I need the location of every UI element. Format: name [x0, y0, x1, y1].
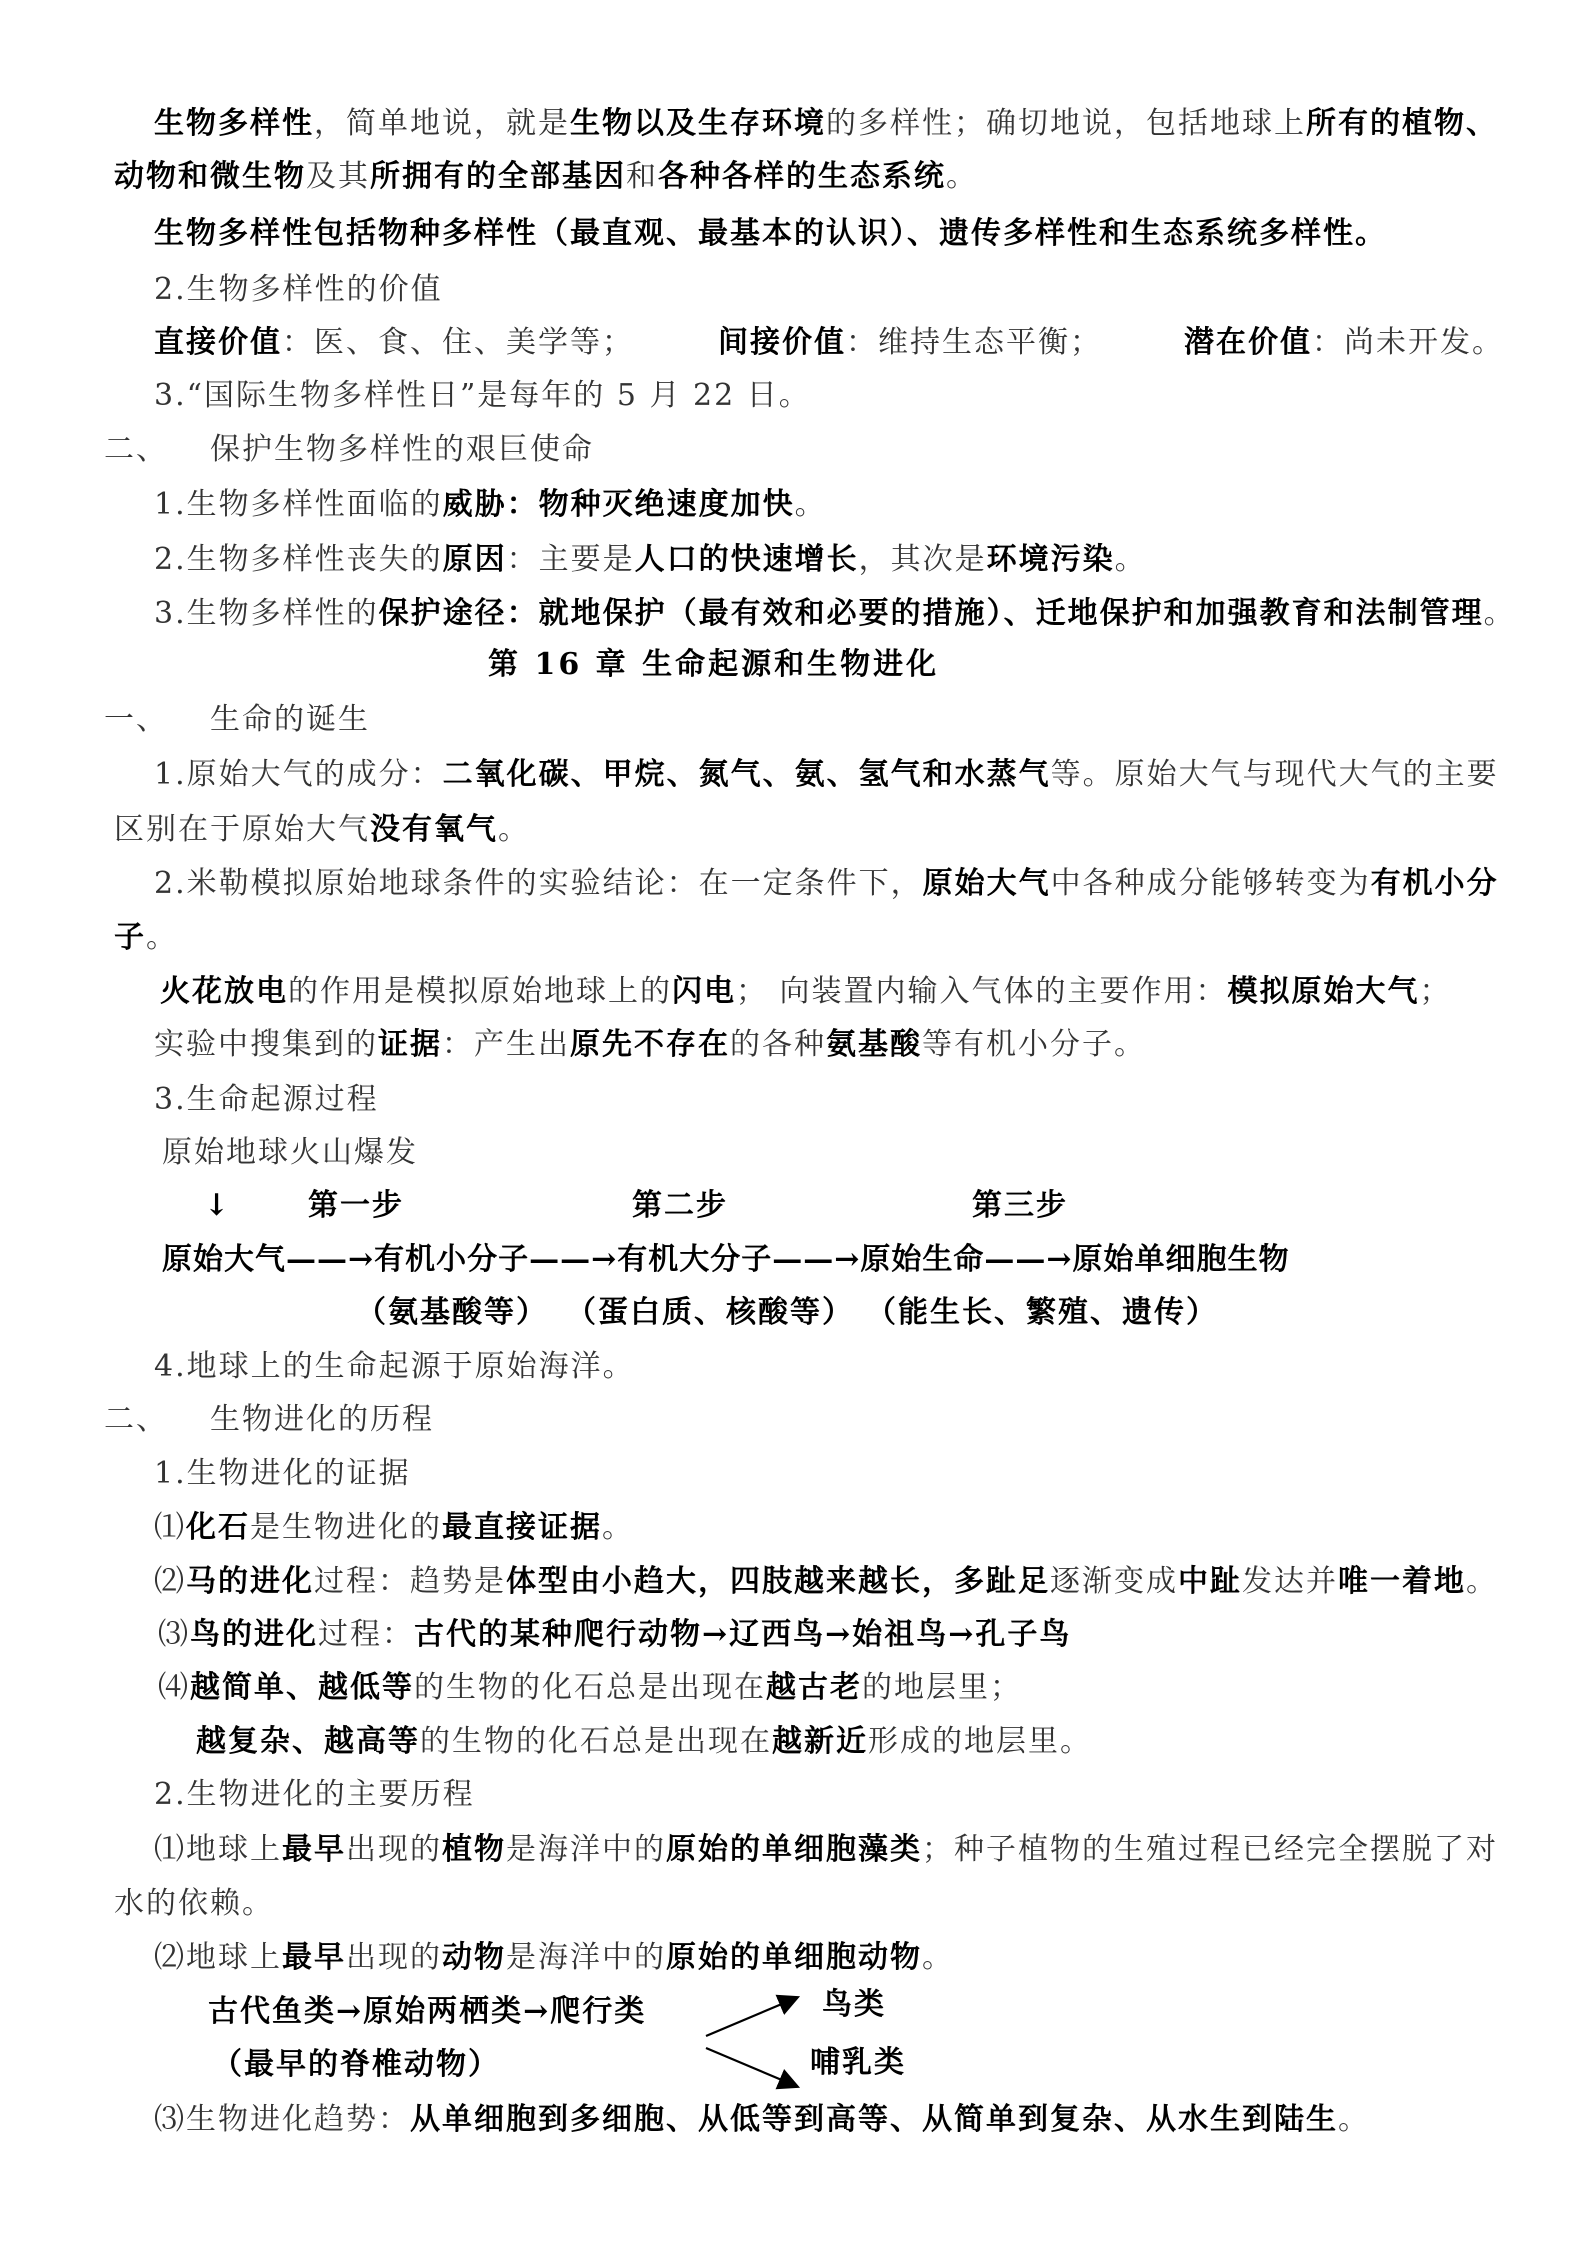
paragraph-biodiversity-definition-line2: 动物和微生物及其所拥有的全部基因和各种各样的生态系统。: [114, 159, 978, 194]
item-miller-1: 2.米勒模拟原始地球条件的实验结论：在一定条件下，原始大气中各种成分能够转变为有机小分: [154, 866, 1499, 901]
item-strata-1: ⑷越简单、越低等的生物的化石总是出现在越古老的地层里；: [158, 1670, 1022, 1705]
note-proteins: （蛋白质、核酸等）: [566, 1295, 854, 1330]
step-1: 第一步: [308, 1188, 404, 1223]
item-miller-3: 火花放电的作用是模拟原始地球上的闪电； 向装置内输入气体的主要作用：模拟原始大气；: [160, 974, 1452, 1009]
step-2: 第二步: [632, 1188, 728, 1223]
section-heading-evolution: 生物进化的历程: [210, 1402, 434, 1437]
item-bird: ⑶鸟的进化过程：古代的某种爬行动物→辽西鸟→始祖鸟→孔子鸟: [158, 1617, 1072, 1652]
item-ocean: 4.地球上的生命起源于原始海洋。: [154, 1349, 635, 1384]
step-3: 第三步: [972, 1188, 1068, 1223]
heading-origin-process: 3.生命起源过程: [154, 1082, 379, 1117]
branch-birds: 鸟类: [822, 1987, 886, 2022]
item-trend: ⑶生物进化趋势：从单细胞到多细胞、从低等到高等、从简单到复杂、从水生到陆生。: [154, 2102, 1370, 2137]
line-indirect-value: 间接价值：维持生态平衡；: [718, 325, 1102, 360]
line-direct-value: 直接价值：医、食、住、美学等；: [154, 325, 634, 360]
origin-chain: 原始大气——→有机小分子——→有机大分子——→原始生命——→原始单细胞生物: [162, 1242, 1290, 1277]
item-threat: 1.生物多样性面临的威胁：物种灭绝速度加快。: [154, 487, 827, 522]
item-fossil: ⑴化石是生物进化的最直接证据。: [154, 1510, 634, 1545]
item-plants-2: 水的依赖。: [114, 1886, 274, 1921]
section-heading-protect: 保护生物多样性的艰巨使命: [210, 432, 594, 467]
paragraph-biodiversity-types: 生物多样性包括物种多样性（最直观、最基本的认识）、遗传多样性和生态系统多样性。: [154, 216, 1387, 251]
branch-mammals: 哺乳类: [810, 2045, 906, 2080]
section-number: 一、: [104, 702, 168, 737]
vertebrate-chain: 古代鱼类→原始两栖类→爬行类: [208, 1994, 647, 2029]
section-number: 二、: [104, 1402, 168, 1437]
branch-arrows-icon: [700, 1990, 810, 2100]
item-protection: 3.生物多样性的保护途径：就地保护（最有效和必要的措施）、迁地保护和加强教育和法制管理。: [154, 596, 1516, 631]
note-amino-acids: （氨基酸等）: [356, 1295, 548, 1330]
item-plants-1: ⑴地球上最早出现的植物是海洋中的原始的单细胞藻类；种子植物的生殖过程已经完全摆脱了对: [154, 1832, 1498, 1867]
down-arrow: ↓: [204, 1188, 232, 1223]
item-miller-4: 实验中搜集到的证据：产生出原先不存在的各种氨基酸等有机小分子。: [154, 1027, 1146, 1062]
item-atmosphere-2: 区别在于原始大气没有氧气。: [114, 812, 530, 847]
heading-history: 2.生物进化的主要历程: [154, 1777, 475, 1812]
heading-evidence: 1.生物进化的证据: [154, 1456, 411, 1491]
section-number: 二、: [104, 432, 168, 467]
item-cause: 2.生物多样性丧失的原因：主要是人口的快速增长，其次是环境污染。: [154, 542, 1147, 577]
line-potential-value: 潜在价值：尚未开发。: [1184, 325, 1504, 360]
item-horse: ⑵马的进化过程：趋势是体型由小趋大，四肢越来越长，多趾足逐渐变成中趾发达并唯一着地。: [154, 1564, 1498, 1599]
process-start: 原始地球火山爆发: [162, 1135, 418, 1170]
item-miller-2: 子。: [114, 920, 178, 955]
section-heading-birth: 生命的诞生: [210, 702, 370, 737]
item-atmosphere-1: 1.原始大气的成分：二氧化碳、甲烷、氮气、氨、氢气和水蒸气等。原始大气与现代大气的主要: [154, 757, 1499, 792]
term-biodiversity: 生物多样性: [154, 106, 314, 141]
note-life-traits: （能生长、繁殖、遗传）: [866, 1295, 1218, 1330]
line-biodiversity-day: 3.“国际生物多样性日”是每年的 5 月 22 日。: [154, 378, 811, 413]
item-animals: ⑵地球上最早出现的动物是海洋中的原始的单细胞动物。: [154, 1940, 954, 1975]
paragraph-biodiversity-definition-line1: 生物多样性，简单地说，就是生物以及生存环境的多样性；确切地说，包括地球上所有的植物、: [154, 106, 1498, 141]
chapter-title: 第 16 章 生命起源和生物进化: [488, 647, 940, 682]
heading-biodiversity-value: 2.生物多样性的价值: [154, 272, 443, 307]
item-strata-2: 越复杂、越高等的生物的化石总是出现在越新近形成的地层里。: [196, 1724, 1092, 1759]
vertebrate-note: （最早的脊椎动物）: [212, 2047, 500, 2082]
